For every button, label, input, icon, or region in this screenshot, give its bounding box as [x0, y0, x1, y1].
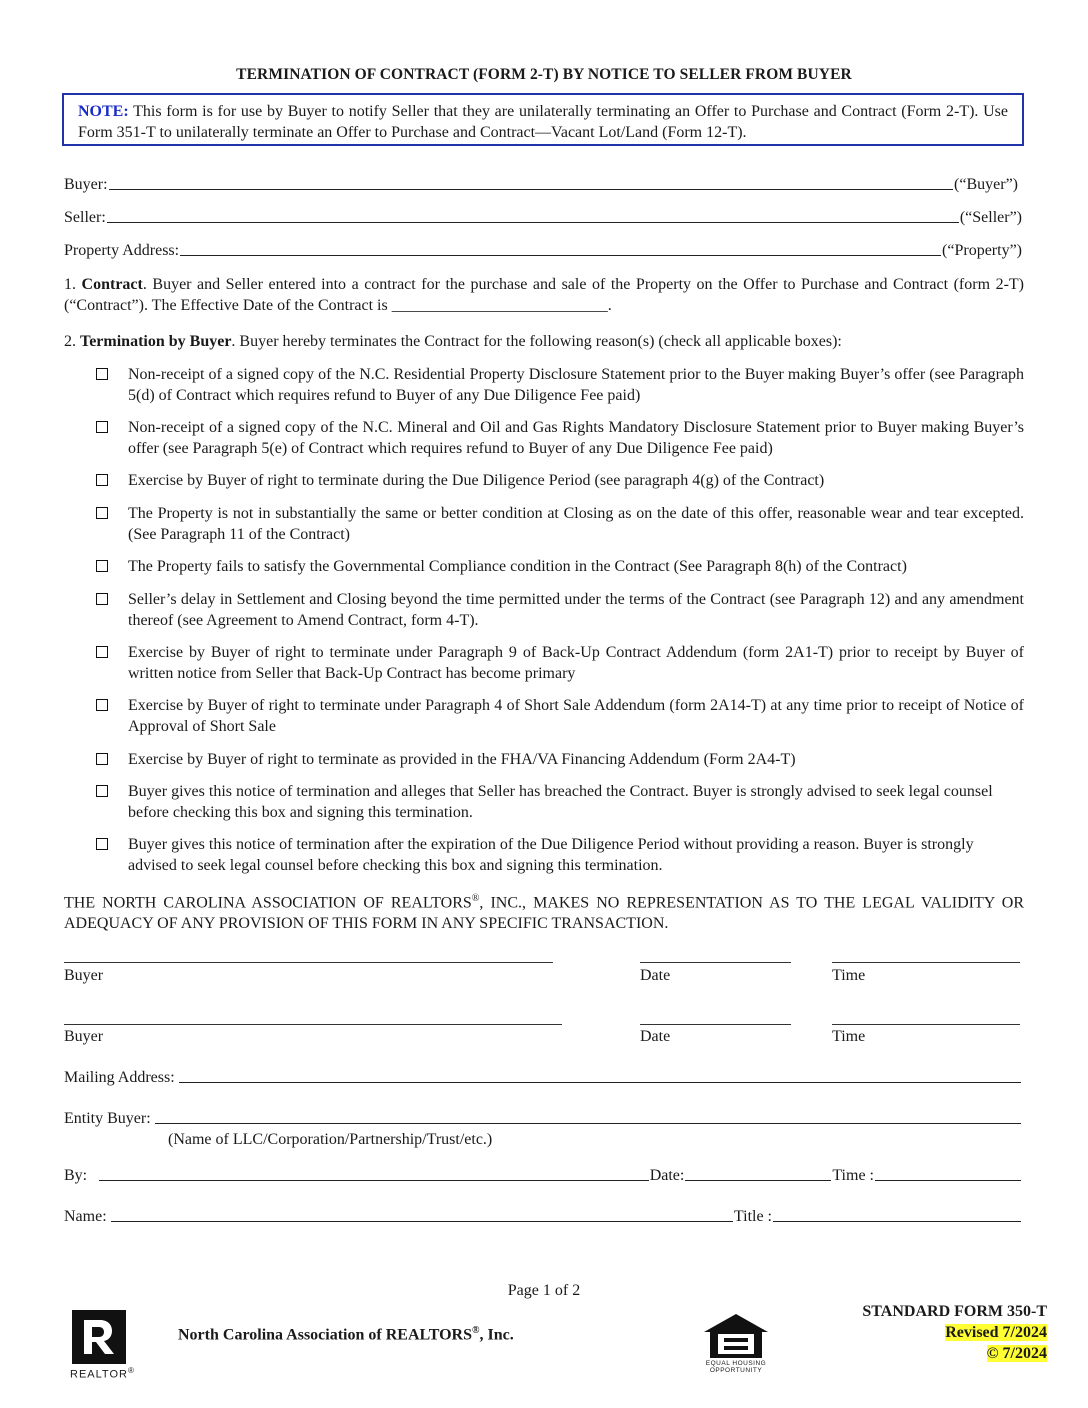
- by-date-field[interactable]: [685, 1180, 831, 1181]
- section-termination: [64, 331, 1024, 352]
- property-line: [64, 242, 1022, 260]
- name-label: Name:: [64, 1208, 107, 1225]
- reason-text-8: Exercise by Buyer of right to terminate under Paragraph 4 of Short Sale Addendum (form 2A14-T) at any time prior to receipt of Notice of Approval of Short Sale: [128, 697, 1024, 735]
- effective-date-field[interactable]: _________: [391, 297, 464, 314]
- reason-text-4: The Property is not in substantially the same or better condition at Closing as on the date of this offer, reasonable wear and tear excepted. (See Paragraph 11 of the Contract): [128, 505, 1024, 543]
- realtor-wordmark: [70, 1366, 135, 1381]
- property-address-field[interactable]: [180, 255, 941, 256]
- reason-checkbox-8[interactable]: [96, 699, 108, 711]
- reason-checkbox-6[interactable]: [96, 593, 108, 605]
- reason-text-2: Non-receipt of a signed copy of the N.C. Mineral and Oil and Gas Rights Mandatory Disclosure Statement prior to Buyer making Buyer’s offer (see Paragraph 5(e) of Contract which requires refund to Buyer of any Due Diligence Fee paid): [128, 419, 1024, 457]
- reason-text-1: Non-receipt of a signed copy of the N.C. Residential Property Disclosure Statement prior to the Buyer making Buyer’s offer (see Paragraph 5(d) of Contract which requires refund to Buyer of any Due Diligence Fee paid): [128, 366, 1024, 404]
- equal-housing-house-icon: [702, 1312, 770, 1360]
- disclaimer-registered-mark: ®: [471, 893, 480, 904]
- buyer-name-field[interactable]: [109, 189, 953, 190]
- mailing-address-label: Mailing Address:: [64, 1069, 175, 1086]
- buyer-signature-line-2[interactable]: [64, 1024, 562, 1025]
- reason-checkbox-2[interactable]: [96, 421, 108, 433]
- buyer-date-line-1[interactable]: [640, 962, 791, 963]
- entity-buyer-field[interactable]: [155, 1123, 1021, 1124]
- realtor-wordmark-text: REALTOR: [70, 1368, 128, 1381]
- seller-line: [64, 209, 1022, 227]
- buyer-label: Buyer:: [64, 176, 108, 193]
- equal-housing-text: [702, 1360, 770, 1374]
- reason-checkbox-10[interactable]: [96, 785, 108, 797]
- buyer-time-line-2[interactable]: [832, 1024, 1020, 1025]
- reason-text-5: The Property fails to satisfy the Governmental Compliance condition in the Contract (See Paragraph 8(h) of the Contract): [128, 558, 907, 575]
- reason-text-7: Exercise by Buyer of right to terminate under Paragraph 9 of Back-Up Contract Addendum (form 2A1-T) prior to receipt by Buyer of written notice from Seller that Back-Up Contract has become primary: [128, 644, 1024, 682]
- entity-buyer-hint: (Name of LLC/Corporation/Partnership/Trust/etc.): [168, 1131, 493, 1148]
- reason-checkbox-11[interactable]: [96, 838, 108, 850]
- by-signature-field[interactable]: [99, 1180, 649, 1181]
- disclaimer-part-a: THE NORTH CAROLINA ASSOCIATION OF REALTORS: [64, 894, 472, 912]
- reason-checkbox-7[interactable]: [96, 646, 108, 658]
- entity-buyer-line: [64, 1110, 1022, 1128]
- form-title: TERMINATION OF CONTRACT (FORM 2-T) BY NOTICE TO SELLER FROM BUYER: [236, 66, 852, 83]
- by-line: [64, 1167, 1022, 1185]
- by-label: By:: [64, 1167, 88, 1184]
- reason-checkbox-1[interactable]: [96, 368, 108, 380]
- disclaimer: [64, 888, 1024, 934]
- entity-buyer-label: Entity Buyer:: [64, 1110, 151, 1127]
- equal-housing-text-2: OPPORTUNITY: [709, 1367, 763, 1374]
- revised-date: [945, 1324, 1047, 1342]
- buyer-line: [64, 176, 1022, 194]
- reason-text-3: Exercise by Buyer of right to terminate during the Due Diligence Period (see paragraph 4(g) of the Contract): [128, 472, 825, 489]
- section1-text: . Buyer and Seller entered into a contract for the purchase and sale of the Property on the Offer to Purchase and Contract (form 2-T) (“Contract”). The Effective Date of the Contract is: [64, 276, 1025, 314]
- section2-number: 2.: [64, 333, 76, 350]
- buyer-sig-label-1: Buyer: [64, 967, 104, 984]
- reason-checkbox-4[interactable]: [96, 507, 108, 519]
- mailing-address-line: [64, 1069, 1022, 1087]
- date-label-2: Date: [640, 1028, 671, 1045]
- note-box: [62, 93, 1024, 146]
- reason-checkbox-5[interactable]: [96, 560, 108, 572]
- buyer-suffix: (“Buyer”): [954, 176, 1018, 193]
- section2-heading: Termination by Buyer: [80, 333, 232, 350]
- section1-number: 1.: [64, 276, 76, 293]
- effective-date-field-2[interactable]: __________________: [463, 297, 608, 314]
- copyright-date: [987, 1345, 1047, 1363]
- mailing-address-field[interactable]: [179, 1082, 1021, 1083]
- date-label-1: Date: [640, 967, 671, 984]
- association-name-text: North Carolina Association of REALTORS: [178, 1326, 472, 1344]
- copyright-date-text: © 7/2024: [986, 1345, 1047, 1362]
- association-registered-mark: ®: [471, 1325, 480, 1336]
- note-label: NOTE:: [78, 103, 129, 120]
- section1-heading: Contract: [81, 276, 143, 293]
- equal-housing-logo: [702, 1312, 770, 1380]
- seller-suffix: (“Seller”): [959, 209, 1022, 226]
- buyer-date-line-2[interactable]: [640, 1024, 791, 1025]
- note-text: This form is for use by Buyer to notify Seller that they are unilaterally terminating an Offer to Purchase and Contract (Form 2-T). Use Form 351-T to unilaterally terminate an Offer to Purchase and Contract—Vacant Lot/Land (Form 12-T).: [78, 103, 1009, 141]
- property-label: Property Address:: [64, 242, 180, 259]
- buyer-time-line-1[interactable]: [832, 962, 1020, 963]
- revised-date-text: Revised 7/2024: [945, 1324, 1047, 1341]
- realtor-wordmark-reg: ®: [127, 1366, 135, 1375]
- reason-text-6: Seller’s delay in Settlement and Closing beyond the time permitted under the terms of the Contract (see Paragraph 12) and any amendment thereof (see Agreement to Amend Contract, form 4-T).: [128, 591, 1024, 629]
- name-title-label: Title :: [733, 1208, 772, 1225]
- section-contract: [64, 274, 1024, 316]
- name-field[interactable]: [111, 1221, 733, 1222]
- seller-name-field[interactable]: [107, 222, 959, 223]
- equal-housing-text-1: EQUAL HOUSING: [705, 1360, 767, 1367]
- reason-checkbox-9[interactable]: [96, 753, 108, 765]
- buyer-sig-label-2: Buyer: [64, 1028, 104, 1045]
- by-time-label: Time :: [832, 1167, 874, 1184]
- time-label-2: Time: [832, 1028, 866, 1045]
- time-label-1: Time: [832, 967, 866, 984]
- reason-text-11: Buyer gives this notice of termination after the expiration of the Due Diligence Period without providing a reason. Buyer is strongly advised to seek legal counsel before checking this box and signing this termination.: [128, 836, 974, 874]
- reason-text-9: Exercise by Buyer of right to terminate as provided in the FHA/VA Financing Addendum (Form 2A4-T): [128, 751, 796, 768]
- realtor-logo: [70, 1308, 140, 1380]
- standard-form-number: STANDARD FORM 350-T: [862, 1303, 1047, 1320]
- association-name: [178, 1325, 514, 1344]
- name-line: [64, 1208, 1022, 1226]
- reason-text-10: Buyer gives this notice of termination and alleges that Seller has breached the Contract. Buyer is strongly advised to seek legal counsel before checking this box and signing this termination.: [128, 783, 993, 821]
- section1-end: .: [607, 297, 612, 314]
- buyer-signature-line-1[interactable]: [64, 962, 553, 963]
- seller-label: Seller:: [64, 209, 106, 226]
- property-suffix: (“Property”): [942, 242, 1022, 259]
- by-date-label: Date:: [649, 1167, 685, 1184]
- by-time-field[interactable]: [875, 1180, 1021, 1181]
- association-name-suffix: , Inc.: [479, 1326, 514, 1344]
- reason-checkbox-3[interactable]: [96, 474, 108, 486]
- title-field[interactable]: [773, 1221, 1021, 1222]
- disclaimer-part-b: , INC., MAKES NO REPRESENTATION AS TO THE LEGAL VALIDITY OR ADEQUACY OF ANY PROVISION OF THIS FORM IN ANY SPECIFIC TRANSACTION.: [64, 894, 1024, 933]
- section2-text: . Buyer hereby terminates the Contract for the following reason(s) (check all applicable boxes):: [231, 333, 842, 350]
- page-number: Page 1 of 2: [507, 1282, 581, 1299]
